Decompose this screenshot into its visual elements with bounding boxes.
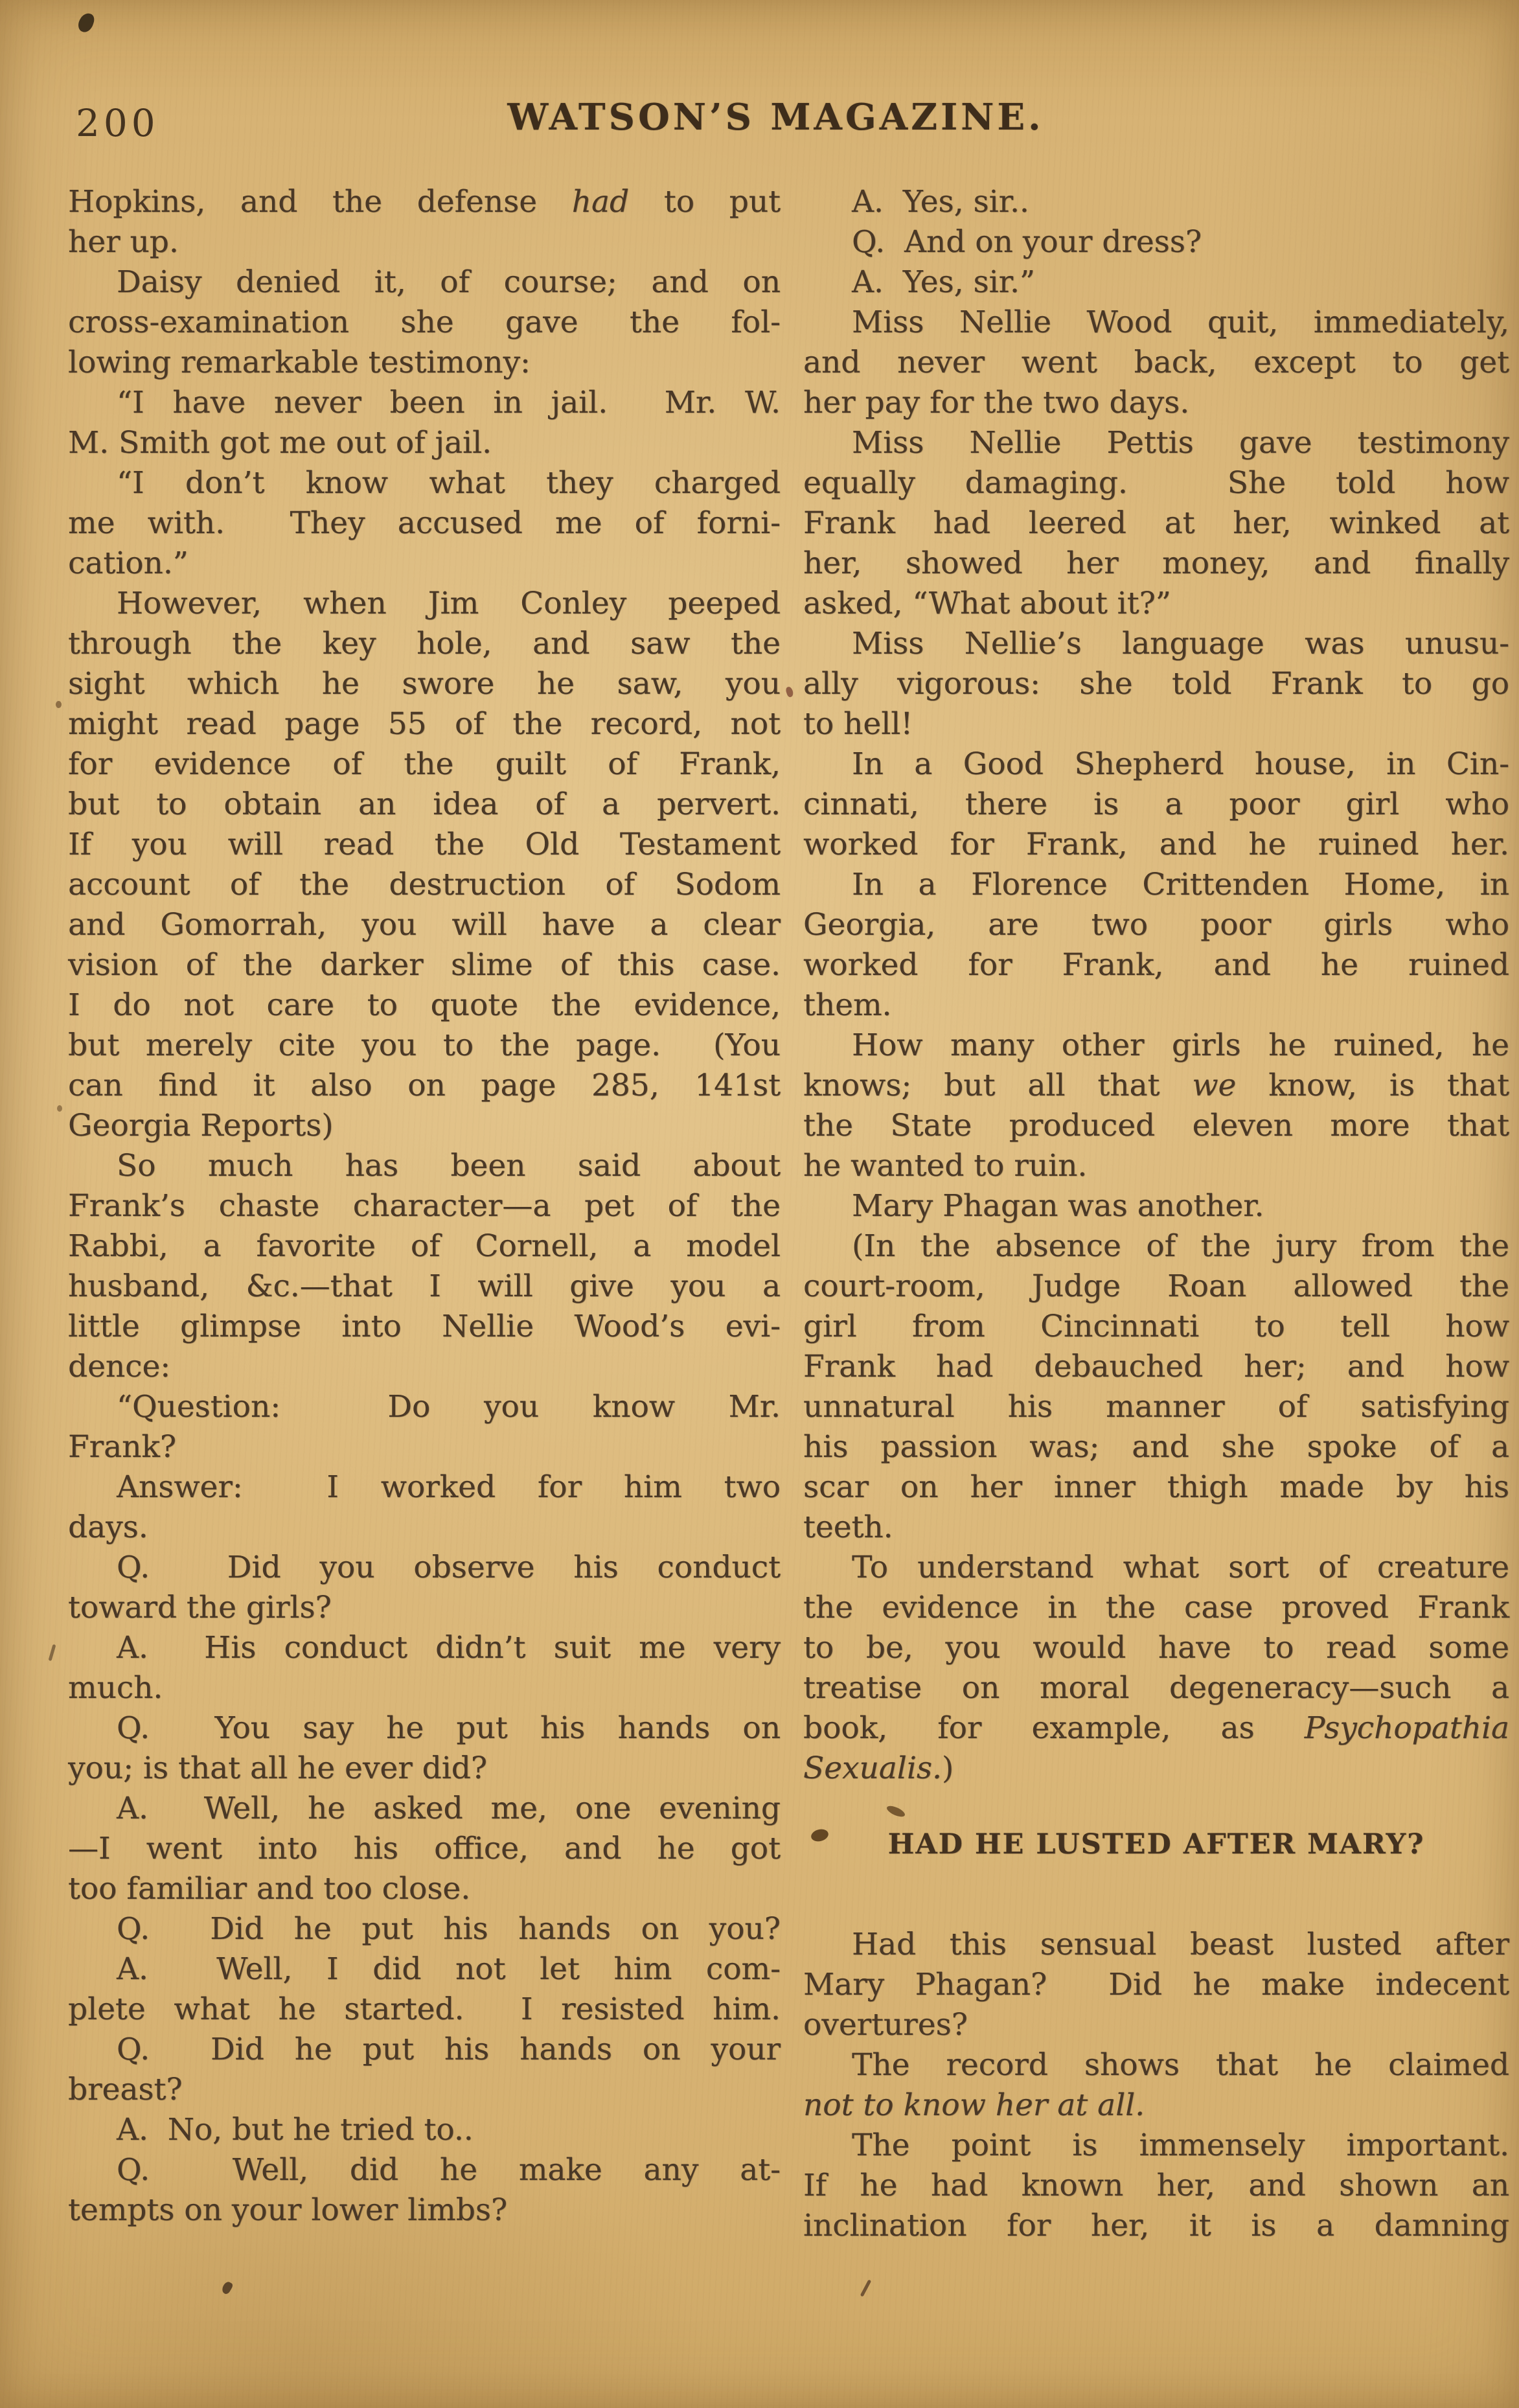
text-line: Daisy denied it, of course; and on [117,264,781,300]
paragraph [68,1146,781,1387]
text-line: equally damaging. She told how [803,465,1509,501]
text-line: A. Yes, sir.. [852,184,1029,220]
text-line: The record shows that he claimed [852,2047,1509,2083]
text-line: the State produced eleven more that [803,1108,1509,1143]
section-heading: HAD HE LUSTED AFTER MARY? [887,1828,1425,1861]
paragraph [803,423,1509,624]
ink-speck-left-margin-slash [49,1644,56,1661]
text-line: her pay for the two days. [803,385,1190,420]
text-line: to hell! [803,706,913,742]
text-line: However, when Jim Conley peeped [117,586,781,621]
text-line: scar on her inner thigh made by his [803,1469,1509,1505]
text-line: In a Florence Crittenden Home, in [852,867,1509,902]
text-line: asked, “What about it?” [803,586,1171,621]
text-line: “I have never been in jail. Mr. W. [117,385,781,420]
text-line: knows; but all that we know, is that [803,1068,1509,1103]
left-column [68,182,781,2246]
paragraph [803,1026,1509,1186]
text-line: breast? [68,2072,183,2107]
text-line: and never went back, except to get [803,345,1509,380]
text-line: but to obtain an idea of a pervert. [68,786,781,822]
text-line: Q. Did you observe his conduct [117,1550,781,1585]
text-line: cation.” [68,545,188,581]
text-line: Miss Nellie Wood quit, immediately, [852,304,1509,340]
text-line: court-room, Judge Roan allowed the [803,1268,1509,1304]
text-line: overtures? [803,2007,968,2043]
right-column [803,182,1509,2246]
paragraph [803,262,1509,303]
paragraph [68,2030,781,2110]
ink-speck-left-margin-dot1 [56,701,62,708]
text-line: her up. [68,224,179,260]
paragraph [68,383,781,463]
text-line: book, for example, as Psychopathia [803,1710,1509,1746]
text-line: to be, you would have to read some [803,1630,1509,1666]
text-line: So much has been said about [117,1148,781,1184]
ink-speck-bottom-left-comma [220,2280,234,2295]
paragraph [803,222,1509,262]
text-line: worked for Frank, and he ruined her. [803,827,1509,862]
paragraph [803,1925,1509,2045]
text-line: A. Yes, sir.” [852,264,1035,300]
text-line: much. [68,1670,163,1706]
text-line: To understand what sort of creature [852,1550,1509,1585]
paragraph [803,303,1509,423]
text-line: Sexualis.) [803,1750,954,1786]
text-line: through the key hole, and saw the [68,626,781,661]
text-line: teeth. [803,1509,893,1545]
text-line: account of the destruction of Sodom [68,867,781,902]
text-line: treatise on moral degeneracy—such a [803,1670,1509,1706]
text-line: Had this sensual beast lusted after [852,1927,1509,1962]
text-line: the evidence in the case proved Frank [803,1590,1509,1625]
paragraph [68,584,781,1146]
magazine-title: WATSON’S MAGAZINE. [507,96,1044,139]
text-line: he wanted to ruin. [803,1148,1088,1184]
paragraph [68,1789,781,1909]
paragraph [68,262,781,383]
text-line: Q. Well, did he make any at- [117,2152,781,2188]
text-line: Rabbi, a favorite of Cornell, a model [68,1228,781,1264]
paragraph [803,2126,1509,2246]
paragraph [68,1708,781,1789]
paragraph [68,1467,781,1548]
text-line: Q. Did he put his hands on you? [117,1911,781,1947]
text-line: me with. They accused me of forni- [68,505,781,541]
paragraph [68,182,781,262]
paragraph [803,865,1509,1026]
paragraph [803,1226,1509,1548]
ink-speck-top-left [76,11,96,34]
text-line: Miss Nellie’s language was unusu- [852,626,1509,661]
text-line: M. Smith got me out of jail. [68,425,492,461]
text-line: If you will read the Old Testament [68,827,781,862]
text-line: for evidence of the guilt of Frank, [68,746,781,782]
text-line: her, showed her money, and finally [803,545,1509,581]
paragraph [803,744,1509,865]
text-line: them. [803,987,892,1023]
text-line: but merely cite you to the page. (You [68,1027,781,1063]
paragraph [68,463,781,584]
text-line: cinnati, there is a poor girl who [803,786,1509,822]
text-line: “Question: Do you know Mr. [117,1389,781,1425]
text-columns [68,182,1509,2246]
text-line: Hopkins, and the defense had to put [68,184,781,220]
text-line: might read page 55 of the record, not [68,706,781,742]
text-line: sight which he swore he saw, you [68,666,781,702]
paragraph [803,182,1509,222]
text-line: vision of the darker slime of this case. [68,947,781,983]
text-line: you; is that all he ever did? [68,1750,488,1786]
text-line: plete what he started. I resisted him. [68,1991,781,2027]
text-line: unnatural his manner of satisfying [803,1389,1509,1425]
text-line: not to know her at all. [803,2087,1145,2123]
text-line: In a Good Shepherd house, in Cin- [852,746,1509,782]
paragraph [803,624,1509,744]
text-line: inclination for her, it is a damning [803,2208,1509,2243]
text-line: Q. Did he put his hands on your [117,2032,781,2067]
text-line: Frank? [68,1429,177,1465]
paragraph [68,1909,781,1949]
text-line: dence: [68,1349,171,1384]
text-line: Q. You say he put his hands on [117,1710,781,1746]
text-line: ally vigorous: she told Frank to go [803,666,1509,702]
text-line: Georgia Reports) [68,1108,334,1143]
text-line: A. Well, he asked me, one evening [117,1791,781,1826]
text-line: How many other girls he ruined, he [852,1027,1509,1063]
text-line: lowing remarkable testimony: [68,345,531,380]
text-line: Frank had debauched her; and how [803,1349,1509,1384]
text-line: A. His conduct didn’t suit me very [117,1630,781,1666]
text-line: Answer: I worked for him two [117,1469,781,1505]
text-line: worked for Frank, and he ruined [803,947,1509,983]
text-line: Frank had leered at her, winked at [803,505,1509,541]
paragraph [68,1387,781,1467]
text-line: Mary Phagan was another. [852,1188,1264,1224]
text-line: too familiar and too close. [68,1871,471,1907]
text-line: Miss Nellie Pettis gave testimony [852,425,1509,461]
text-line: (In the absence of the jury from the [852,1228,1509,1264]
text-line: can find it also on page 285, 141st [68,1068,781,1103]
text-line: Mary Phagan? Did he make indecent [803,1967,1509,2002]
paragraph [803,1548,1509,1789]
paragraph [68,2110,781,2150]
ink-speck-left-margin-dot2 [57,1105,62,1112]
text-line: girl from Cincinnati to tell how [803,1309,1509,1344]
text-line: tempts on your lower limbs? [68,2192,508,2228]
ink-speck-bottom-right-slash [860,2279,872,2297]
text-line: toward the girls? [68,1590,332,1625]
text-line: his passion was; and she spoke of a [803,1429,1509,1465]
text-line: cross-examination she gave the fol- [68,304,781,340]
paragraph [803,2045,1509,2126]
paragraph [68,1628,781,1708]
paragraph [803,1186,1509,1226]
text-line: —I went into his office, and he got [68,1831,781,1866]
text-line: A. No, but he tried to.. [117,2112,474,2148]
text-line: I do not care to quote the evidence, [68,987,781,1023]
paragraph [68,2150,781,2230]
text-line: The point is immensely important. [852,2127,1509,2163]
text-line: If he had known her, and shown an [803,2168,1509,2203]
paragraph [68,1548,781,1628]
text-line: little glimpse into Nellie Wood’s evi- [68,1309,781,1344]
text-line: and Gomorrah, you will have a clear [68,907,781,943]
running-header [68,96,1509,154]
text-line: Georgia, are two poor girls who [803,907,1509,943]
page-number: 200 [76,101,159,145]
text-line: “I don’t know what they charged [117,465,781,501]
text-line: days. [68,1509,148,1545]
paragraph [68,1949,781,2030]
text-line: Frank’s chaste character—a pet of the [68,1188,781,1224]
text-line: Q. And on your dress? [852,224,1202,260]
text-line: husband, &c.—that I will give you a [68,1268,781,1304]
text-line: A. Well, I did not let him com- [117,1951,781,1987]
